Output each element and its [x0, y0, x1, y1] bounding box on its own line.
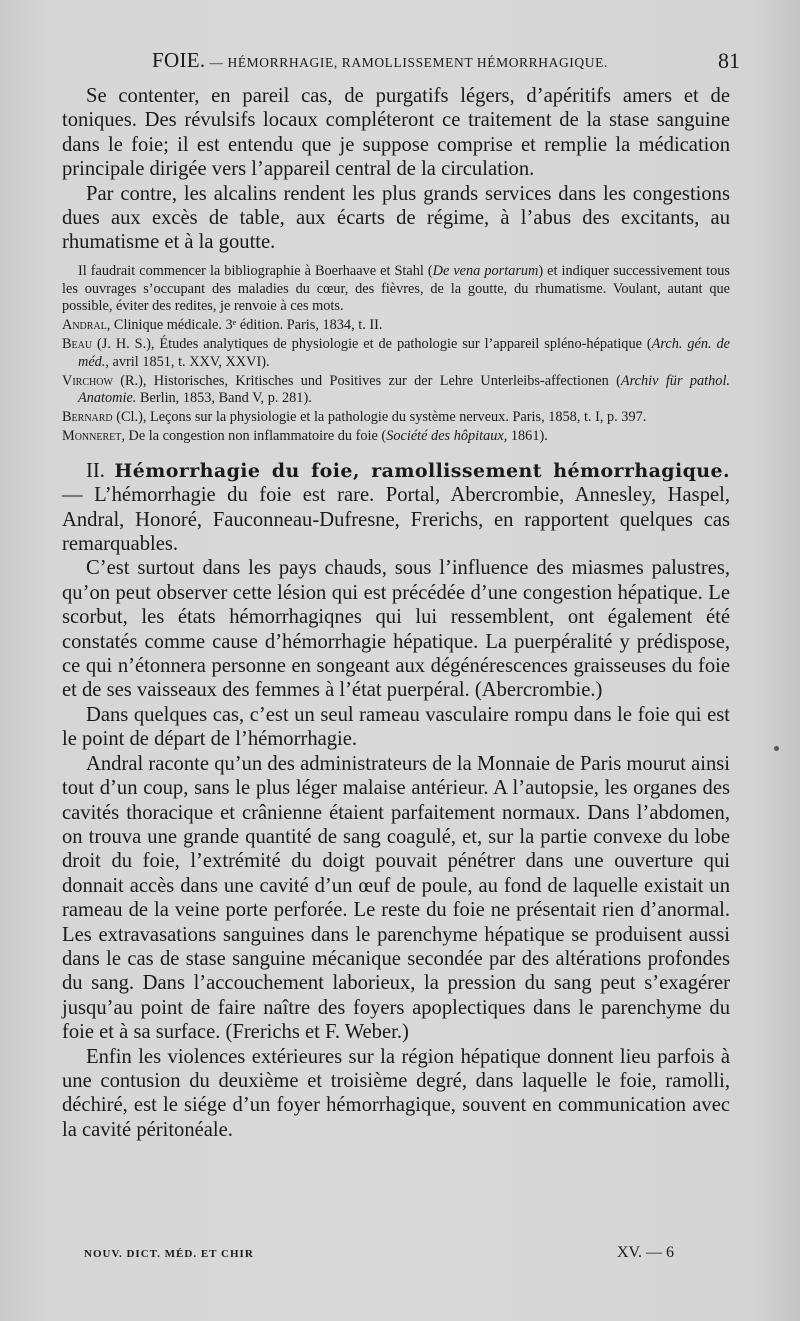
page-body [62, 84, 730, 1142]
section-lead: — L’hémorrhagie du foie est rare. Portal, Abercrombie, Annesley, Haspel, Andral, Honoré, Fauconneau-Dufresne, Frerichs, en rapportent quelques cas remarquables. [62, 484, 730, 556]
footer-signature: NOUV. DICT. MÉD. ET CHIR [84, 1248, 254, 1260]
ref-author: Andral [62, 317, 107, 334]
bibliography-entry: Andral, Clinique médicale. 3ᵉ édition. Paris, 1834, t. II. [62, 317, 383, 334]
running-title-rest: — HÉMORRHAGIE, RAMOLLISSEMENT HÉMORRHAGIQUE. [205, 55, 608, 70]
paragraph-violences: Enfin les violences extérieures sur la région hépatique donnent lieu parfois à une contusion du deuxième et troisième degré, dans laquelle le foie, ramolli, déchiré, est le siége d’un foyer hémorrhagique, souvent en communication avec la cavité péritonéale. [62, 1045, 730, 1141]
paragraph-pays-chauds: C’est surtout dans les pays chauds, sous l’influence des miasmes palustres, qu’on peut observer cette lésion qui est précédée d’une congestion hépatique. Le scorbut, les états hémorrhagiqnes qui lui ressemblent, ont également été constatés comme cause d’hémorrhagie hépatique. La puerpéralité y prédispose, ce qui n’étonnera personne en songeant aux dégénérescences graisseuses du foie et de ses vaisseaux des femmes à l’état puerpéral. (Abercrombie.) [62, 557, 730, 702]
bibliography-entry: Virchow (R.), Historisches, Kritisches und Positives zur der Lehre Unterleibs-affectionen (Archiv für pathol. Anatomie. Berlin, 1853, Band V, p. 281). [62, 372, 730, 407]
section-heading-paragraph [62, 459, 730, 557]
margin-speck [774, 746, 779, 751]
paragraph-alcalins: Par contre, les alcalins rendent les plus grands services dans les congestions dues aux excès de table, aux écarts de régime, à l’abus des excitants, au rhumatisme et à la goutte. [62, 182, 730, 254]
page-footer [84, 1244, 674, 1266]
paragraph-purgatifs: Se contenter, en pareil cas, de purgatifs légers, d’apéritifs amers et de toniques. Des révulsifs locaux compléteront ce traitement de la stase sanguine dans le foie; il est entendu que je suppose comprise et remplie la médication principale dirigée vers l’appareil central de la circulation. [62, 85, 730, 181]
section-numeral: II. [86, 459, 105, 482]
section-heading: Hémorrhagie du foie, ramollissement hémorrhagique. [114, 459, 730, 482]
bibliography-entry: Monneret, De la congestion non inflammatoire du foie (Société des hôpitaux, 1861). [62, 428, 548, 445]
bibliography-note [62, 263, 730, 446]
ref-author: Beau [62, 336, 93, 353]
ref-author: Monneret [62, 428, 122, 445]
bibliography-entry: Bernard (Cl.), Leçons sur la physiologie et la pathologie du système nerveux. Paris, 1858, t. I, p. 397. [62, 409, 647, 426]
bibliography-entry: Beau (J. H. S.), Études analytiques de physiologie et de pathologie sur l’appareil spléno-hépatique (Arch. gén. de méd., avril 1851, t. XXV, XXVI). [62, 336, 730, 370]
ref-author: Bernard [62, 409, 113, 426]
work-title: De vena portarum [432, 262, 539, 279]
running-title-main: FOIE. [152, 48, 206, 72]
paragraph-andral: Andral raconte qu’un des administrateurs de la Monnaie de Paris mourut ainsi tout d’un coup, sans le plus léger malaise antérieur. A l’autopsie, les organes des cavités thoracique et crânienne étaient parfaitement normaux. Dans l’abdomen, on trouva une grande quantité de sang coagulé, et, sur la partie convexe du lobe droit du foie, l’extrémité du doigt pouvait pénétrer dans une ouverture qui donnait accès dans une cavité d’un œuf de poule, au fond de laquelle existait un rameau de la veine porte perforée. Le reste du foie ne présentait rien d’anormal. Les extravasations sanguines dans le parenchyme hépatique se produisent aussi dans le cas de stase sanguine mécanique secondée par des altérations profondes du sang. Dans l’accouchement laborieux, la pression du sang peut s’exagérer jusqu’au point de faire naître des foyers apoplectiques dans le parenchyme du foie et à sa surface. (Frerichs et F. Weber.) [62, 752, 730, 1044]
footer-volume: XV. — 6 [616, 1244, 674, 1261]
running-title [152, 48, 608, 73]
running-header [110, 46, 740, 76]
paragraph-rameau-vasculaire: Dans quelques cas, c’est un seul rameau vasculaire rompu dans le foie qui est le point de départ de l’hémorrhagie. [62, 703, 730, 751]
bibliography-intro: Il faudrait commencer la bibliographie à Boerhaave et Stahl (De vena portarum) et indiquer successivement tous les ouvrages s’occupant des maladies du cœur, des fièvres, de la goutte, du rhumatisme. Voulant, autant que possible, éviter des redites, je renvoie à ces mots. [62, 262, 730, 315]
page-number: 81 [718, 48, 740, 73]
ref-author: Virchow [62, 372, 113, 389]
